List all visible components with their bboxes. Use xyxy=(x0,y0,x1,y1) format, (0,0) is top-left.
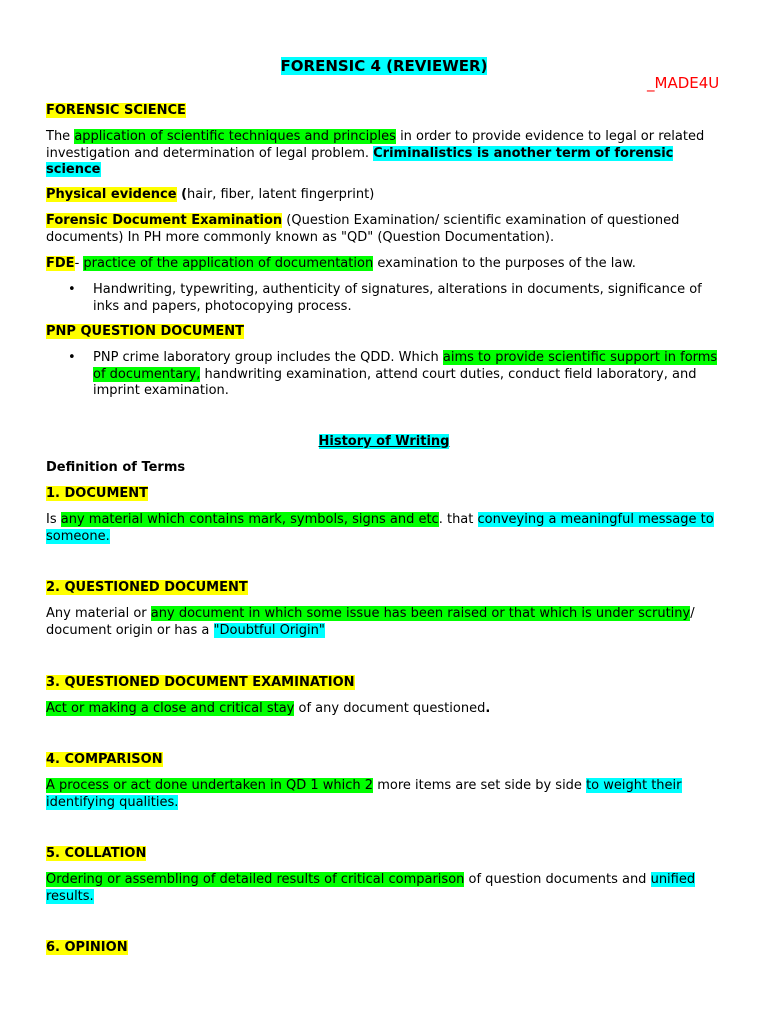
term-4-heading: 4. COMPARISON xyxy=(46,752,163,767)
pnp-bullet-item: PNP crime laboratory group includes the QDD. Which aims to provide scientific support in forms of documentary, handwriting examination, attend court duties, conduct field laboratory, and imprint examination. xyxy=(93,350,718,398)
bullet-dot-icon: • xyxy=(68,282,76,297)
document-title-text: FORENSIC 4 (REVIEWER) xyxy=(280,57,488,75)
forensic-science-heading: FORENSIC SCIENCE xyxy=(46,103,186,118)
term-1-definition: Is any material which contains mark, symbols, signs and etc. that conveying a meaningful message to someone. xyxy=(46,512,714,544)
forensic-science-paragraph: The application of scientific techniques and principles in order to provide evidence to legal or related investigation and determination of legal problem. Criminalistics is another term of forensic science xyxy=(46,129,705,177)
term-3-heading: 3. QUESTIONED DOCUMENT EXAMINATION xyxy=(46,675,355,690)
physical-evidence-line: Physical evidence (hair, fiber, latent fingerprint) xyxy=(46,187,375,202)
term-3-definition: Act or making a close and critical stay of any document questioned. xyxy=(46,701,491,716)
fde-paragraph: FDE- practice of the application of documentation examination to the purposes of the law. xyxy=(46,256,636,271)
term-5-heading: 5. COLLATION xyxy=(46,846,147,861)
term-5-definition: Ordering or assembling of detailed results of critical comparison of question documents and unified results. xyxy=(46,872,696,904)
fde-bullet-item: Handwriting, typewriting, authenticity of signatures, alterations in documents, significance of inks and papers, photocopying process. xyxy=(93,282,702,314)
document-title xyxy=(0,58,768,75)
definition-of-terms-heading: Definition of Terms xyxy=(46,460,186,475)
term-1-heading: 1. DOCUMENT xyxy=(46,486,149,501)
term-2-definition: Any material or any document in which some issue has been raised or that which is under scrutiny/ document origin or has a "Doubtful Origin" xyxy=(46,606,695,638)
term-4-definition: A process or act done undertaken in QD 1 which 2 more items are set side by side to weight their identifying qualities. xyxy=(46,778,682,810)
bullet-dot-icon: • xyxy=(68,350,76,365)
author-tag: _MADE4U xyxy=(647,74,720,92)
term-6-heading: 6. OPINION xyxy=(46,940,128,955)
fde-definition-paragraph: Forensic Document Examination (Question Examination/ scientific examination of questioned documents) In PH more commonly known as "QD" (Question Documentation). xyxy=(46,213,680,245)
pnp-heading: PNP QUESTION DOCUMENT xyxy=(46,324,244,339)
term-2-heading: 2. QUESTIONED DOCUMENT xyxy=(46,580,248,595)
history-heading: History of Writing xyxy=(318,434,450,449)
